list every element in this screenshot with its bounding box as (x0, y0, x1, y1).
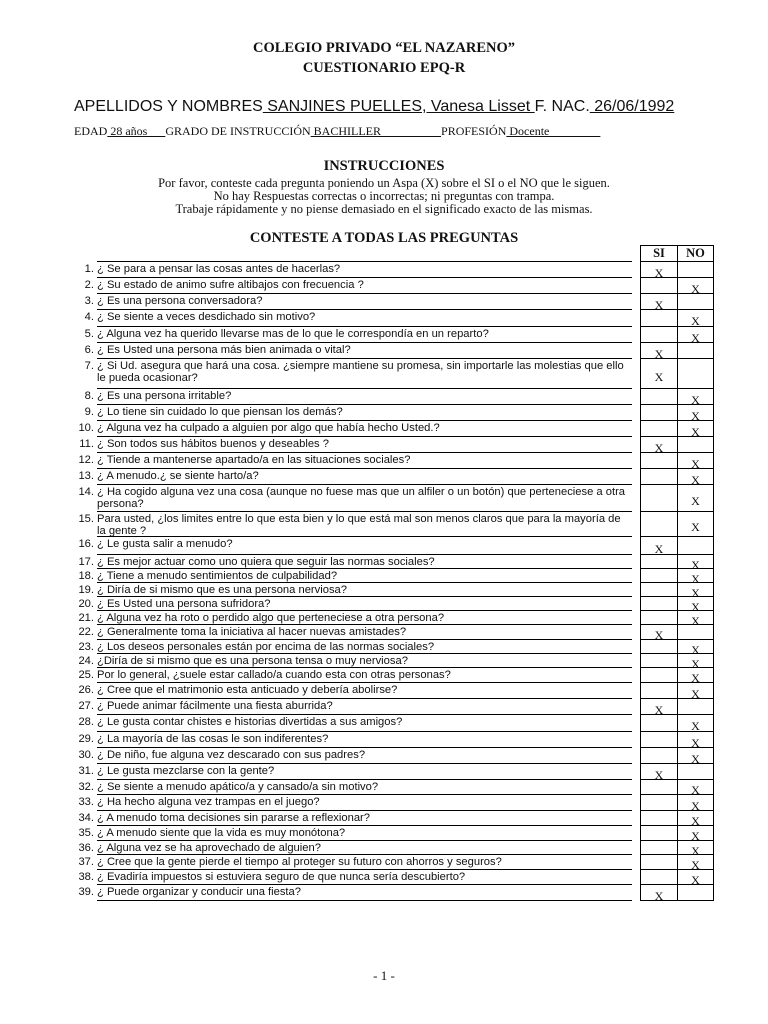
question-number: 16. (78, 538, 94, 550)
si-answer-cell[interactable] (640, 714, 678, 732)
si-answer-cell[interactable] (640, 624, 678, 640)
question-text: ¿ Es una persona irritable? (97, 388, 632, 402)
si-answer-cell[interactable] (640, 869, 678, 885)
si-answer-cell[interactable] (640, 840, 678, 855)
question-number: 38. (78, 871, 94, 883)
no-answer-cell[interactable] (677, 854, 714, 870)
answer-mark: X (654, 266, 664, 280)
question-text: ¿ Alguna vez se ha aprovechado de alguien? (97, 840, 632, 854)
question-number: 27. (78, 700, 94, 712)
age-value: 28 años (107, 124, 166, 138)
question-number: 7. (84, 360, 94, 372)
question-text: ¿ Es Usted una persona más bien animada o vital? (97, 342, 632, 356)
question-number: 9. (84, 406, 94, 418)
question-number: 12. (78, 454, 94, 466)
answer-mark: X (654, 628, 664, 642)
question-number: 8. (84, 390, 94, 402)
answer-mark: X (691, 586, 700, 600)
question-text: ¿ Tiende a mantenerse apartado/a en las situaciones sociales? (97, 452, 632, 466)
si-answer-cell[interactable] (640, 639, 678, 654)
answer-mark: X (691, 457, 700, 471)
question-number: 15. (78, 513, 94, 525)
si-answer-cell[interactable] (640, 653, 678, 668)
question-text: ¿ Le gusta contar chistes e historias divertidas a sus amigos? (97, 714, 632, 728)
answer-mark: X (691, 331, 700, 345)
si-answer-cell[interactable] (640, 698, 678, 715)
no-answer-cell[interactable] (677, 511, 714, 537)
instruction-line: Trabaje rápidamente y no piense demasiado en el significado exacto de las mismas. (175, 202, 593, 216)
question-number: 36. (78, 842, 94, 854)
question-text: ¿ Diría de si mismo que es una persona nerviosa? (97, 582, 632, 596)
instruction-line: No hay Respuestas correctas o incorrectas; ni preguntas con trampa. (213, 189, 555, 203)
names-line (74, 98, 674, 116)
answer-mark: X (691, 393, 700, 407)
answer-mark: X (654, 542, 664, 556)
answer-mark: X (654, 768, 664, 782)
no-answer-cell[interactable] (677, 763, 714, 780)
question-text: ¿ Es una persona conversadora? (97, 293, 632, 307)
no-answer-cell[interactable] (677, 639, 714, 657)
question-text: ¿ Es mejor actuar como uno quiera que seguir las normas sociales? (97, 554, 632, 568)
question-text: ¿ La mayoría de las cosas le son indiferentes? (97, 731, 632, 745)
answer-mark: X (691, 736, 700, 750)
question-text: Por lo general, ¿suele estar callado/a cuando esta con otras personas? (97, 667, 632, 681)
question-text: ¿ Alguna vez ha roto o perdido algo que perteneciese a otra persona? (97, 610, 632, 624)
question-number: 26. (78, 684, 94, 696)
si-answer-cell[interactable] (640, 420, 678, 437)
si-answer-cell[interactable] (640, 404, 678, 421)
answer-mark: X (691, 858, 700, 872)
question-text: ¿ Es Usted una persona sufridora? (97, 596, 632, 610)
no-answer-cell[interactable] (677, 404, 714, 421)
answer-mark: X (654, 889, 664, 903)
question-number: 32. (78, 781, 94, 793)
question-text: ¿ Puede animar fácilmente una fiesta aburrida? (97, 698, 632, 712)
si-answer-cell[interactable] (640, 309, 678, 327)
answer-mark: X (691, 844, 700, 858)
si-answer-cell[interactable] (640, 682, 678, 699)
question-number: 24. (78, 655, 94, 667)
no-answer-cell[interactable] (677, 596, 714, 614)
birth-value: 26/06/1992 (589, 98, 675, 115)
si-answer-cell[interactable] (640, 763, 678, 780)
birth-label: F. NAC. (534, 98, 590, 115)
names-label: APELLIDOS Y NOMBRES (74, 98, 263, 115)
answer-mark: X (691, 687, 700, 701)
details-line (74, 124, 600, 139)
si-answer-cell[interactable] (640, 747, 678, 764)
answer-mark: X (691, 520, 700, 534)
no-answer-cell[interactable] (677, 554, 714, 572)
si-answer-cell[interactable] (640, 277, 678, 294)
instructions-title: INSTRUCCIONES (323, 158, 445, 174)
question-text: Para usted, ¿los limites entre lo que esta bien y lo que está mal son menos claros que para la mayoría de la gente ? (97, 511, 632, 537)
answer-mark: X (691, 600, 700, 614)
question-text: ¿ Ha cogido alguna vez una cosa (aunque no fuese mas que un alfiler o un botón) que perteneciese a otra persona? (97, 484, 632, 510)
si-answer-cell[interactable] (640, 596, 678, 611)
profession-value: Docente (506, 124, 601, 138)
si-answer-cell[interactable] (640, 854, 678, 870)
answer-mark: X (654, 370, 664, 384)
si-answer-cell[interactable] (640, 884, 678, 901)
question-text: ¿ Se para a pensar las cosas antes de hacerlas? (97, 261, 632, 275)
question-number: 34. (78, 812, 94, 824)
question-number: 3. (84, 295, 94, 307)
question-text: ¿ Alguna vez ha culpado a alguien por algo que había hecho Usted.? (97, 420, 632, 434)
answer-mark: X (691, 614, 700, 628)
question-text: ¿ A menudo siente que la vida es muy monótona? (97, 825, 632, 839)
no-answer-cell[interactable] (677, 484, 714, 512)
no-answer-cell[interactable] (677, 309, 714, 327)
question-number: 25. (78, 669, 94, 681)
no-answer-cell[interactable] (677, 388, 714, 405)
question-text: ¿ Se siente a veces desdichado sin motivo? (97, 309, 632, 323)
si-answer-cell[interactable] (640, 794, 678, 811)
si-answer-cell[interactable] (640, 358, 678, 389)
si-answer-cell[interactable] (640, 810, 678, 826)
question-text: ¿Diría de si mismo que es una persona tensa o muy nerviosa? (97, 653, 632, 667)
no-column-header: NO (677, 245, 714, 262)
question-text: ¿ Se siente a menudo apático/a y cansado/a sin motivo? (97, 779, 632, 793)
question-number: 21. (78, 612, 94, 624)
answer-mark: X (691, 494, 700, 508)
question-number: 31. (78, 765, 94, 777)
no-answer-cell[interactable] (677, 326, 714, 343)
question-number: 13. (78, 470, 94, 482)
instruction-line: Por favor, conteste cada pregunta poniendo un Aspa (X) sobre el SI o el NO que le siguen. (158, 176, 610, 190)
si-answer-cell[interactable] (640, 293, 678, 310)
question-number: 35. (78, 827, 94, 839)
no-answer-cell[interactable] (677, 794, 714, 811)
question-number: 10. (78, 422, 94, 434)
no-answer-cell[interactable] (677, 261, 714, 278)
no-answer-cell[interactable] (677, 436, 714, 453)
question-text: ¿ A menudo.¿ se siente harto/a? (97, 468, 632, 482)
no-answer-cell[interactable] (677, 667, 714, 683)
answer-mark: X (691, 409, 700, 423)
no-answer-cell[interactable] (677, 884, 714, 901)
question-number: 2. (84, 279, 94, 291)
no-answer-cell[interactable] (677, 624, 714, 640)
names-value: SANJINES PUELLES, Vanesa Lisset (262, 98, 535, 115)
answer-mark: X (691, 572, 700, 586)
question-text: ¿ Le gusta salir a menudo? (97, 536, 632, 550)
question-number: 23. (78, 641, 94, 653)
document-title: CUESTIONARIO EPQ-R (302, 60, 466, 76)
si-answer-cell[interactable] (640, 779, 678, 795)
no-answer-cell[interactable] (677, 358, 714, 389)
no-answer-cell[interactable] (677, 420, 714, 437)
si-column-header: SI (640, 245, 678, 262)
no-answer-cell[interactable] (677, 277, 714, 294)
no-answer-cell[interactable] (677, 568, 714, 586)
si-answer-cell[interactable] (640, 342, 678, 359)
no-answer-cell[interactable] (677, 342, 714, 359)
si-answer-cell[interactable] (640, 731, 678, 748)
no-answer-cell[interactable] (677, 840, 714, 858)
answer-all-heading: CONTESTE A TODAS LAS PREGUNTAS (249, 230, 519, 246)
no-answer-cell[interactable] (677, 582, 714, 600)
si-answer-cell[interactable] (640, 436, 678, 453)
si-answer-cell[interactable] (640, 536, 678, 555)
question-number: 37. (78, 856, 94, 868)
question-number: 30. (78, 749, 94, 761)
question-text: ¿ Tiene a menudo sentimientos de culpabilidad? (97, 568, 632, 582)
question-number: 17. (78, 556, 94, 568)
answer-mark: X (654, 298, 664, 312)
si-answer-cell[interactable] (640, 388, 678, 405)
answer-mark: X (691, 873, 700, 887)
school-name: COLEGIO PRIVADO “EL NAZARENO” (253, 40, 515, 56)
answer-mark: X (691, 425, 700, 439)
question-number: 11. (79, 438, 94, 450)
no-answer-cell[interactable] (677, 731, 714, 748)
question-number: 6. (84, 344, 94, 356)
question-text: ¿ Su estado de animo sufre altibajos con frecuencia ? (97, 277, 632, 291)
no-answer-cell[interactable] (677, 468, 714, 485)
question-number: 14. (78, 486, 94, 498)
answer-mark: X (691, 829, 700, 843)
question-text: ¿ A menudo toma decisiones sin pararse a reflexionar? (97, 810, 632, 824)
page-number: - 1 - (373, 968, 395, 983)
si-answer-cell[interactable] (640, 452, 678, 469)
no-answer-cell[interactable] (677, 682, 714, 699)
question-text: ¿ De niño, fue alguna vez descarado con sus padres? (97, 747, 632, 761)
answer-mark: X (691, 814, 700, 828)
no-answer-cell[interactable] (677, 869, 714, 885)
education-label: GRADO DE INSTRUCCIÓN (165, 124, 311, 138)
no-answer-cell[interactable] (677, 714, 714, 732)
question-number: 5. (84, 328, 94, 340)
answer-mark: X (691, 314, 700, 328)
answer-mark: X (691, 558, 700, 572)
no-answer-cell[interactable] (677, 747, 714, 764)
answer-mark: X (654, 441, 664, 455)
answer-mark: X (691, 783, 700, 797)
si-answer-cell[interactable] (640, 554, 678, 569)
si-answer-cell[interactable] (640, 484, 678, 512)
answer-mark: X (691, 752, 700, 766)
question-number: 28. (78, 716, 94, 728)
answer-mark: X (691, 473, 700, 487)
no-answer-cell[interactable] (677, 653, 714, 671)
si-answer-cell[interactable] (640, 582, 678, 597)
si-answer-cell[interactable] (640, 326, 678, 343)
si-answer-cell[interactable] (640, 568, 678, 583)
answer-mark: X (691, 799, 700, 813)
age-label: EDAD (74, 124, 108, 138)
answer-mark: X (691, 719, 700, 733)
question-text: ¿ Cree que la gente pierde el tiempo al proteger su futuro con ahorros y seguros? (97, 854, 632, 868)
answer-mark: X (654, 703, 664, 717)
question-number: 29. (78, 733, 94, 745)
profession-label: PROFESIÓN (441, 124, 507, 138)
question-number: 18. (78, 570, 94, 582)
question-text: ¿ Le gusta mezclarse con la gente? (97, 763, 632, 777)
no-answer-cell[interactable] (677, 452, 714, 469)
no-answer-cell[interactable] (677, 610, 714, 628)
question-text: ¿ Alguna vez ha querido llevarse mas de lo que le correspondía en un reparto? (97, 326, 632, 340)
question-number: 1. (84, 263, 94, 275)
question-text: ¿ Evadiría impuestos si estuviera seguro de que nunca sería descubierto? (97, 869, 632, 883)
si-answer-cell[interactable] (640, 468, 678, 485)
question-number: 20. (78, 598, 94, 610)
no-answer-cell[interactable] (677, 825, 714, 841)
question-text: ¿ Ha hecho alguna vez trampas en el juego? (97, 794, 632, 808)
question-text: ¿ Si Ud. asegura que hará una cosa. ¿siempre mantiene su promesa, sin importarle las molestias que ello le pueda ocasionar? (97, 358, 632, 384)
answer-mark: X (691, 282, 700, 296)
question-text: ¿ Puede organizar y conducir una fiesta? (97, 884, 632, 898)
question-text: ¿ Los deseos personales están por encima de las normas sociales? (97, 639, 632, 653)
no-answer-cell[interactable] (677, 810, 714, 826)
question-number: 19. (78, 584, 94, 596)
no-answer-cell[interactable] (677, 779, 714, 795)
no-answer-cell[interactable] (677, 698, 714, 715)
si-answer-cell[interactable] (640, 825, 678, 841)
question-number: 39. (78, 886, 94, 898)
si-answer-cell[interactable] (640, 511, 678, 537)
no-answer-cell[interactable] (677, 293, 714, 310)
question-number: 4. (84, 311, 94, 323)
question-number: 33. (78, 796, 94, 808)
question-text: ¿ Cree que el matrimonio esta anticuado y debería abolirse? (97, 682, 632, 696)
answer-mark: X (691, 657, 700, 671)
question-number: 22. (78, 626, 94, 638)
question-text: ¿ Lo tiene sin cuidado lo que piensan los demás? (97, 404, 632, 418)
si-answer-cell[interactable] (640, 261, 678, 278)
answer-mark: X (654, 347, 664, 361)
education-value: BACHILLER (310, 124, 442, 138)
answer-mark: X (691, 671, 700, 685)
si-answer-cell[interactable] (640, 610, 678, 625)
no-answer-cell[interactable] (677, 536, 714, 555)
question-text: ¿ Son todos sus hábitos buenos y deseables ? (97, 436, 632, 450)
list-bottom-rule (97, 900, 632, 901)
question-text: ¿ Generalmente toma la iniciativa al hacer nuevas amistades? (97, 624, 632, 638)
si-answer-cell[interactable] (640, 667, 678, 683)
answer-mark: X (691, 643, 700, 657)
